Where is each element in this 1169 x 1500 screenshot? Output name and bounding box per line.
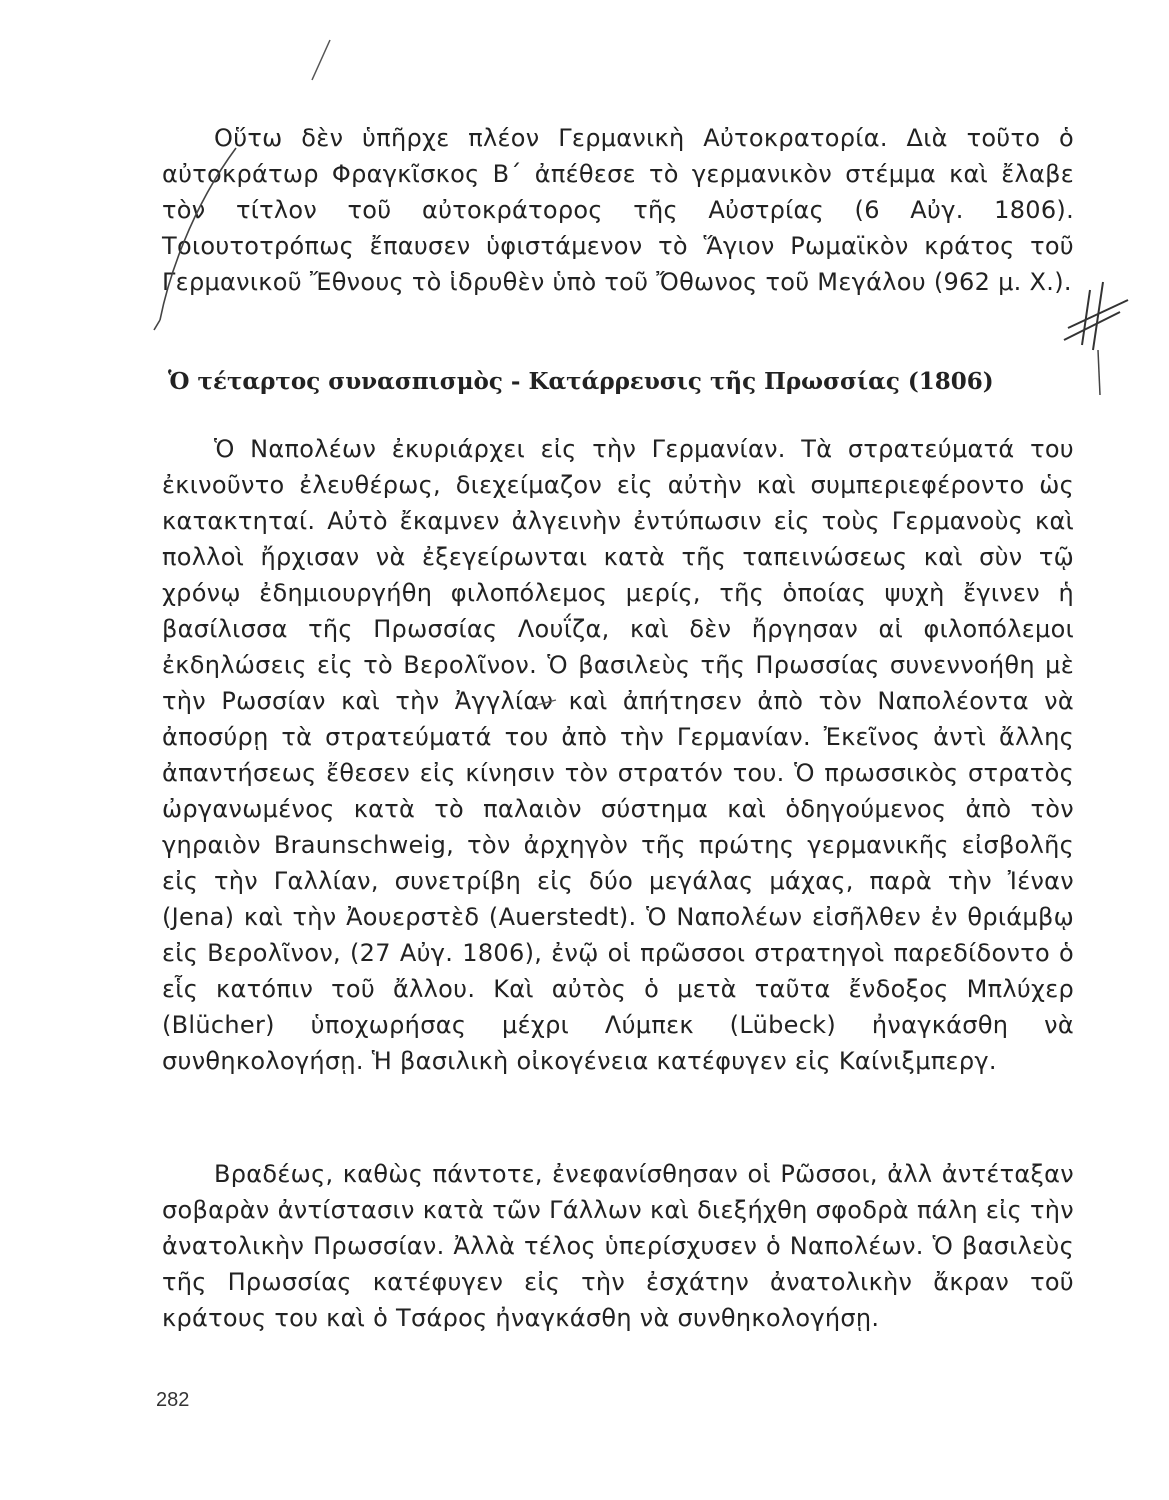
paragraph-fourth-coalition: Ὁ Ναπολέων ἐκυριάρχει εἰς τὴν Γερμανίαν. Τὰ στρατεύματά του ἐκινοῦντο ἐλευθέρως, διεχείμαζον εἰς αὐτὴν καὶ συμπεριεφέροντο ὡς κατακτηταί. Αὐτὸ ἔκαμνεν ἀλγεινὴν ἐντύπωσιν εἰς τοὺς Γερμανοὺς καὶ πολλοὶ ἤρχισαν νὰ ἐξεγείρωνται κατὰ τῆς ταπεινώσεως καὶ σὺν τῷ χρόνῳ ἐδημιουργήθη φιλοπόλεμος μερίς, τῆς ὁποίας ψυχὴ ἔγινεν ἡ βασίλισσα τῆς Πρωσσίας Λουΐζα, καὶ δὲν ἤργησαν αἱ φιλοπόλεμοι ἐκδηλώσεις εἰς τὸ Βερολῖνον. Ὁ βασιλεὺς τῆς Πρωσσίας συνεννοήθη μὲ τὴν Ρωσσίαν καὶ τὴν Ἀγγλίαν καὶ ἀπήτησεν ἀπὸ τὸν Ναπολέοντα νὰ ἀποσύρῃ τὰ στρατεύματά του ἀπὸ τὴν Γερμανίαν. Ἐκεῖνος ἀντὶ ἄλλης ἀπαντήσεως ἔθεσεν εἰς κίνησιν τὸν στρατόν του. Ὁ πρωσσικὸς στρατὸς ὠργανωμένος κατὰ τὸ παλαιὸν σύστημα καὶ ὁδηγούμενος ἀπὸ τὸν γηραιὸν Braunschweig, τὸν ἀρχηγὸν τῆς πρώτης γερμανικῆς εἰσβολῆς εἰς τὴν Γαλλίαν, συνετρίβη εἰς δύο μεγάλας μάχας, παρὰ τὴν Ἰέναν (Jena) καὶ τὴν Ἀουερστὲδ (Auerstedt). Ὁ Ναπολέων εἰσῆλθεν ἐν θριάμβῳ εἰς Βερολῖνον, (27 Αὐγ. 1806), ἐνῷ οἱ πρῶσσοι στρατηγοὶ παρεδίδοντο ὁ εἷς κατόπιν τοῦ ἄλλου. Καὶ αὐτὸς ὁ μετὰ ταῦτα ἔνδοξος Μπλύχερ (Blücher) ὑποχωρήσας μέχρι Λύμπεκ (Lübeck) ἠναγκάσθη νὰ συνθηκολογήσῃ. Ἡ βασιλικὴ οἰκογένεια κατέφυγεν εἰς Καίνιξμπεργ.	[162, 435, 1074, 1075]
paragraph-holy-roman-empire-end: Οὕτω δὲν ὑπῆρχε πλέον Γερμανικὴ Αὐτοκρατορία. Διὰ τοῦτο ὁ αὐτοκράτωρ Φραγκῖσκος Β΄ ἀπέθεσε τὸ γερμανικὸν στέμμα καὶ ἔλαβε τὸν τίτλον τοῦ αὐτοκράτορος τῆς Αὐστρίας (6 Αὐγ. 1806). Τοιουτοτρόπως ἔπαυσεν ὑφιστάμενον τὸ Ἅγιον Ρωμαϊκὸν κράτος τοῦ Γερμανικοῦ Ἔθνους τὸ ἱδρυθὲν ὑπὸ τοῦ Ὄθωνος τοῦ Μεγάλου (962 μ. Χ.).	[162, 124, 1074, 296]
pencil-tick	[537, 700, 556, 705]
pencil-stroke-top	[312, 40, 330, 80]
section-heading: Ὁ τέταρτος συνασπισμὸς - Κατάρρευσις τῆς Πρωσσίας (1806)	[168, 368, 994, 395]
pencil-margin-bracket	[160, 148, 236, 320]
page-number: 282	[156, 1389, 190, 1411]
paragraph-russian-campaign: Βραδέως, καθὼς πάντοτε, ἐνεφανίσθησαν οἱ Ρῶσσοι, ἀλλ ἀντέταξαν σοβαρὰν ἀντίστασιν κατὰ τῶν Γάλλων καὶ διεξήχθη σφοδρὰ πάλη εἰς τὴν ἀνατολικὴν Πρωσσίαν. Ἀλλὰ τέλος ὑπερίσχυσεν ὁ Ναπολέων. Ὁ βασιλεὺς τῆς Πρωσσίας κατέφυγεν εἰς τὴν ἐσχάτην ἀνατολικὴν ἄκραν τοῦ κράτους του καὶ ὁ Τσάρος ἠναγκάσθη νὰ συνθηκολογήσῃ.	[162, 1160, 1074, 1332]
pencil-hatch-tail	[1098, 350, 1100, 395]
pencil-margin-tail	[154, 320, 160, 330]
